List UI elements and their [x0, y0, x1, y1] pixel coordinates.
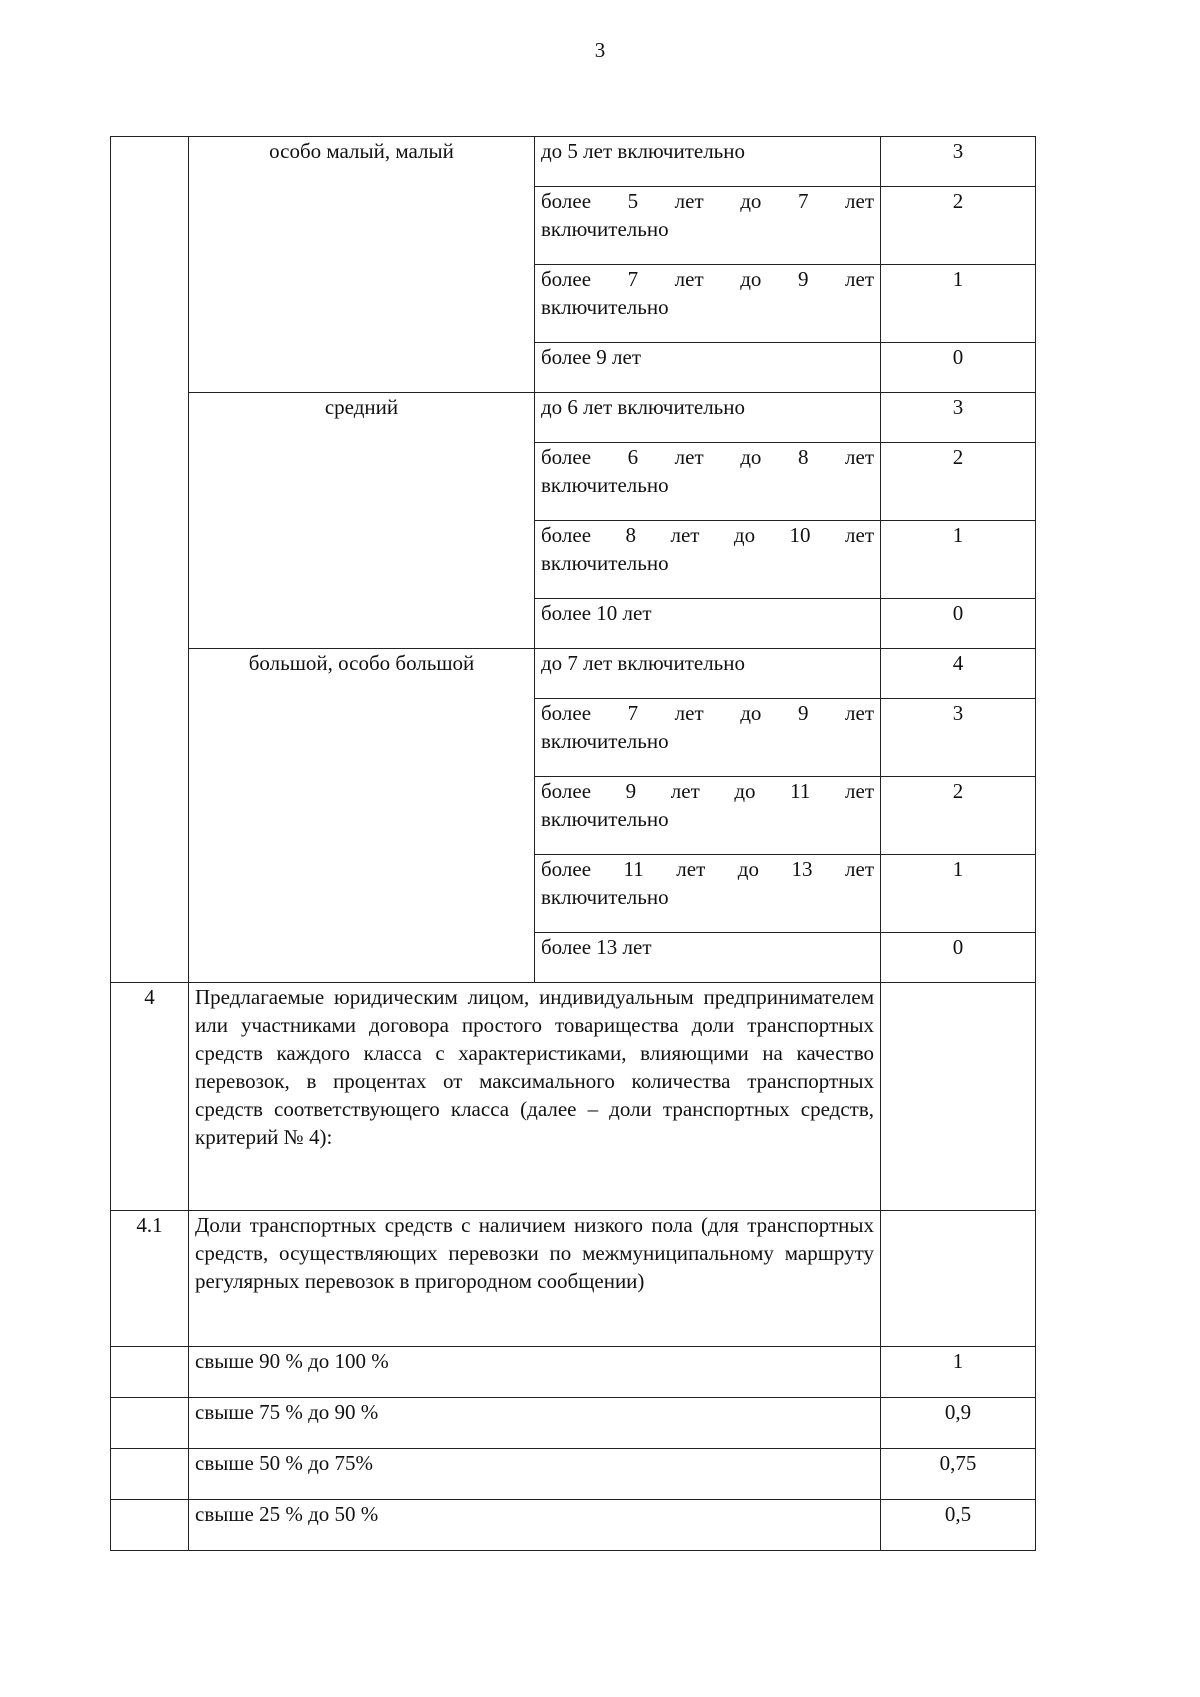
age-text-line: более 11 лет до 13 лет — [541, 857, 874, 881]
number-cell — [111, 1347, 189, 1398]
age-text-line: включительно — [541, 807, 669, 831]
age-row — [111, 649, 1036, 699]
age-cell: более 9 лет — [535, 343, 881, 393]
criterion-text: Доли транспортных средств с наличием низкого пола (для транспортных средств, осуществляющих перевозки по межмуниципальному маршруту регулярных перевозок в пригородном сообщении) — [189, 1211, 881, 1347]
points-cell: 1 — [881, 855, 1036, 933]
points-cell: 1 — [881, 265, 1036, 343]
age-cell — [535, 699, 881, 777]
points-cell: 3 — [881, 393, 1036, 443]
points-cell: 2 — [881, 187, 1036, 265]
age-cell — [535, 187, 881, 265]
age-text-line: более 9 лет до 11 лет — [541, 779, 874, 803]
vehicle-class-cell: большой, особо большой — [189, 649, 535, 983]
age-cell: до 5 лет включительно — [535, 137, 881, 187]
page-number: 3 — [594, 38, 606, 62]
age-cell — [535, 777, 881, 855]
points-cell: 2 — [881, 443, 1036, 521]
share-range: свыше 25 % до 50 % — [189, 1500, 881, 1551]
share-value: 0,75 — [881, 1449, 1036, 1500]
points-cell: 2 — [881, 777, 1036, 855]
age-row — [111, 137, 1036, 187]
age-text-line: включительно — [541, 295, 669, 319]
share-row — [111, 1449, 1036, 1500]
share-range: свыше 90 % до 100 % — [189, 1347, 881, 1398]
age-text-line: более 6 лет до 8 лет — [541, 445, 874, 469]
vehicle-class-cell: средний — [189, 393, 535, 649]
criterion-row — [111, 983, 1036, 1211]
share-value: 0,9 — [881, 1398, 1036, 1449]
points-cell: 4 — [881, 649, 1036, 699]
age-cell — [535, 855, 881, 933]
age-text-line: включительно — [541, 885, 669, 909]
criterion-number: 4.1 — [111, 1211, 189, 1347]
age-cell: до 6 лет включительно — [535, 393, 881, 443]
share-value: 1 — [881, 1347, 1036, 1398]
age-cell — [535, 265, 881, 343]
points-cell: 1 — [881, 521, 1036, 599]
age-cell — [535, 443, 881, 521]
number-cell — [111, 1398, 189, 1449]
age-text-line: более 5 лет до 7 лет — [541, 189, 874, 213]
age-text-line: включительно — [541, 551, 669, 575]
age-row — [111, 393, 1036, 443]
criterion-number: 4 — [111, 983, 189, 1211]
share-row — [111, 1500, 1036, 1551]
number-cell — [111, 1500, 189, 1551]
share-range: свыше 50 % до 75% — [189, 1449, 881, 1500]
number-cell — [111, 137, 189, 983]
vehicle-class-cell: особо малый, малый — [189, 137, 535, 393]
age-cell: более 10 лет — [535, 599, 881, 649]
age-cell: до 7 лет включительно — [535, 649, 881, 699]
age-text-line: включительно — [541, 729, 669, 753]
criteria-table — [110, 136, 1036, 1551]
age-text-line: более 7 лет до 9 лет — [541, 267, 874, 291]
criterion-points-cell — [881, 983, 1036, 1211]
age-cell — [535, 521, 881, 599]
age-text-line: включительно — [541, 473, 669, 497]
points-cell: 3 — [881, 699, 1036, 777]
criterion-text: Предлагаемые юридическим лицом, индивидуальным предпринимателем или участниками договора простого товарищества доли транспортных средств каждого класса с характеристиками, влияющими на качество перевозок, в процентах от максимального количества транспортных средств соответствующего класса (далее – доли транспортных средств, критерий № 4): — [189, 983, 881, 1211]
share-row — [111, 1347, 1036, 1398]
age-text-line: включительно — [541, 217, 669, 241]
points-cell: 0 — [881, 599, 1036, 649]
points-cell: 0 — [881, 343, 1036, 393]
age-text-line: более 8 лет до 10 лет — [541, 523, 874, 547]
number-cell — [111, 1449, 189, 1500]
age-cell: более 13 лет — [535, 933, 881, 983]
criterion-row — [111, 1211, 1036, 1347]
share-value: 0,5 — [881, 1500, 1036, 1551]
points-cell: 3 — [881, 137, 1036, 187]
age-text-line: более 7 лет до 9 лет — [541, 701, 874, 725]
criterion-points-cell — [881, 1211, 1036, 1347]
share-row — [111, 1398, 1036, 1449]
points-cell: 0 — [881, 933, 1036, 983]
share-range: свыше 75 % до 90 % — [189, 1398, 881, 1449]
